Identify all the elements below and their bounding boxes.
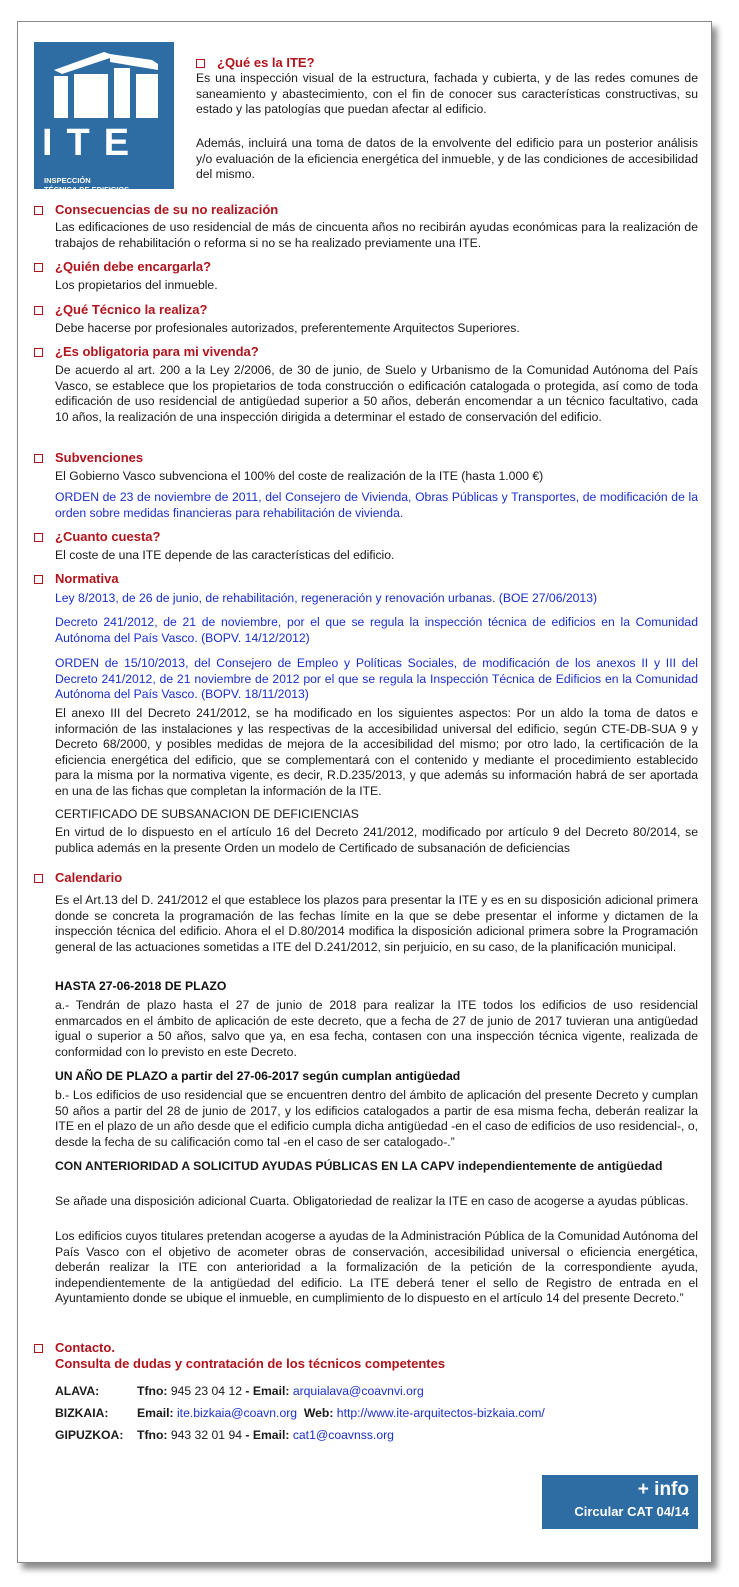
calendario-heading-2018: HASTA 27-06-2018 DE PLAZO [55, 979, 227, 993]
normativa-certificado: CERTIFICADO DE SUBSANACION DE DEFICIENCIAS [55, 807, 359, 821]
more-info-button[interactable] [542, 1475, 698, 1529]
checkbox-icon [34, 533, 43, 542]
building-roof-icon [34, 42, 174, 132]
contact-row-gipuzkoa: GIPUZKOA: Tfno: 943 32 01 94 - Email: cat1@coavnss.org [55, 1428, 394, 1442]
calendario-heading-ayudas: CON ANTERIORIDAD A SOLICITUD AYUDAS PÚBLICAS EN LA CAPV independientemente de antigüedad [55, 1159, 663, 1173]
heading-contacto: Contacto. [55, 1340, 115, 1356]
cuanto-p1: El coste de una ITE depende de las características del edificio. [55, 548, 395, 562]
checkbox-icon [34, 348, 43, 357]
checkbox-icon [34, 263, 43, 272]
logo-caption: INSPECCIÓN TÉCNICA DE EDIFICIOS [44, 176, 130, 194]
web-link-bizkaia[interactable]: http://www.ite-arquitectos-bizkaia.com/ [336, 1406, 545, 1420]
document-sheet [17, 21, 712, 1563]
email-link-gipuzkoa[interactable]: cat1@coavnss.org [292, 1428, 394, 1442]
subvenciones-orden-link[interactable]: ORDEN de 23 de noviembre de 2011, del Consejero de Vivienda, Obras Públicas y Transportes, de modificación de la orden sobre medidas financieras para rehabilitación de vivienda. [55, 490, 698, 520]
more-info-label: + info [637, 1479, 689, 1500]
contact-row-bizkaia: BIZKAIA: Email: ite.bizkaia@coavn.org Web: http://www.ite-arquitectos-bizkaia.com/ [55, 1406, 545, 1420]
calendario-p1: Es el Art.13 del D. 241/2012 el que establece los plazos para presentar la ITE y es en su disposición adicional primera donde se concreta la programación de las fechas límite en la que se debe presentar el informe y dictamen de la inspección técnica del edificio. Ahora el el D.80/2014 modifica la disposición adicional primera sobre la Programación general de las actuaciones sometidas a ITE del D.241/2012, sin perjuicio, en su caso, de la planificación municipal. [55, 893, 698, 954]
heading-tecnico: ¿Qué Técnico la realiza? [55, 302, 207, 318]
normativa-decreto-link[interactable]: Decreto 241/2012, de 21 de noviembre, por el que se regula la inspección técnica de edificios en la Comunidad Autónoma del País Vasco. (BOPV. 14/12/2012) [55, 615, 698, 645]
checkbox-icon [34, 1344, 43, 1353]
logo-letters: ITE [42, 122, 144, 164]
tecnico-p1: Debe hacerse por profesionales autorizados, preferentemente Arquitectos Superiores. [55, 321, 520, 335]
calendario-p2: a.- Tendrán de plazo hasta el 27 de junio de 2018 para realizar la ITE todos los edificios de uso residencial enmarcados en el ámbito de aplicación de este decreto, que a fecha de 27 de junio de 2017 tuvieran una antigüedad igual o superior a 50 años, salvo que ya, en esa fecha, contasen con una inspección técnica vigente, realizada de conformidad con lo previsto en este Decreto. [55, 998, 698, 1059]
heading-obligatoria: ¿Es obligatoria para mi vivenda? [55, 344, 259, 360]
normativa-orden-link[interactable]: ORDEN de 15/10/2013, del Consejero de Empleo y Políticas Sociales, de modificación de los anexos II y III del Decreto 241/2012, de 21 noviembre de 2012 por el que se regula la Inspección Técnica de Edificios en la Comunidad Autónoma del País Vasco. (BOPV. 18/11/2013) [55, 656, 698, 701]
checkbox-icon [34, 206, 43, 215]
subvenciones-p1: El Gobierno Vasco subvenciona el 100% del coste de realización de la ITE (hasta 1.000 €) [55, 469, 544, 483]
checkbox-icon [34, 454, 43, 463]
calendario-heading-plazo: UN AÑO DE PLAZO a partir del 27-06-2017 según cumplan antigüedad [55, 1069, 461, 1083]
heading-que-es: ¿Qué es la ITE? [217, 55, 315, 71]
checkbox-icon [34, 874, 43, 883]
heading-quien: ¿Quién debe encargarla? [55, 259, 211, 275]
normativa-p3: En virtud de lo dispuesto en el artículo 16 del Decreto 241/2012, modificado por artículo 9 del Decreto 80/2014, se publica además en la presente Orden un modelo de Certificado de subsanación de deficiencias [55, 825, 698, 855]
heading-calendario: Calendario [55, 870, 122, 886]
circular-label: Circular CAT 04/14 [574, 1504, 689, 1519]
contacto-subtitle: Consulta de dudas y contratación de los técnicos competentes [55, 1356, 446, 1371]
ite-logo [34, 42, 174, 194]
checkbox-icon [196, 59, 205, 68]
checkbox-icon [34, 306, 43, 315]
email-link-alava[interactable]: arquialava@coavnvi.org [292, 1384, 424, 1398]
que-es-p1: Es una inspección visual de la estructura, fachada y cubierta, y de las redes comunes de saneamiento y abastecimiento, con el fin de conocer sus características constructivas, su estado y las patologías que puedan afectar al edificio. [196, 71, 698, 116]
calendario-p5: Los edificios cuyos titulares pretendan acogerse a ayudas de la Administración Pública de la Comunidad Autónoma del País Vasco con el objetivo de acometer obras de conservación, accesibilidad universal o eficiencia energética, deberán realizar la ITE con anterioridad a la formalización de la petición de la correspondiente ayuda, independientemente de la antigüedad del edificio. La ITE deberá tener el sello de Registro de entrada en el Ayuntamiento donde se ubique el inmueble, en cumplimiento de lo dispuesto en el artículo 14 del presente Decreto.” [55, 1229, 698, 1305]
consecuencias-p1: Las edificaciones de uso residencial de más de cincuenta años no recibirán ayudas económicas para la realización de trabajos de rehabilitación o reforma si no se ha realizado previamente una ITE. [55, 220, 698, 250]
email-link-bizkaia[interactable]: ite.bizkaia@coavn.org [176, 1406, 298, 1420]
que-es-p2: Además, incluirá una toma de datos de la envolvente del edificio para un posterior análisis y/o evaluación de la eficiencia energética del inmueble, y de las condiciones de accesibilidad del mismo. [196, 136, 698, 181]
contact-row-alava: ALAVA: Tfno: 945 23 04 12 - Email: arquialava@coavnvi.org [55, 1384, 424, 1398]
heading-cuanto: ¿Cuanto cuesta? [55, 529, 160, 545]
obligatoria-p1: De acuerdo al art. 200 a la Ley 2/2006, de 30 de junio, de Suelo y Urbanismo de la Comunidad Autónoma del País Vasco, se establece que los propietarios de toda construcción o edificación catalogada o protegida, así como de toda edificación de uso residencial de antigüedad superior a 50 años, deberán encomendar a un técnico facultativo, cada 10 años, la realización de una inspección dirigida a determinar el estado de conservación del edificio. [55, 363, 698, 424]
checkbox-icon [34, 575, 43, 584]
calendario-p4: Se añade una disposición adicional Cuarta. Obligatoriedad de realizar la ITE en caso de acogerse a ayudas públicas. [55, 1194, 689, 1208]
normativa-p1: El anexo III del Decreto 241/2012, se ha modificado en los siguientes aspectos: Por un aldo la toma de datos e información de las instalaciones y las respectivas de la accesibilidad universal del edificio, según CTE-DB-SUA 9 y Decreto 68/2000, y posibles medidas de mejora de la accesibilidad del mismo; por otro lado, la certificación de la eficiencia energética del edificio, que se complementará con el contenido y mediante el procedimiento establecido para la misma por la normativa vigente, es decir, R.D.235/2013, y que además su información habrá de ser aportada en una de las fichas que completan la información de la ITE. [55, 706, 698, 798]
heading-normativa: Normativa [55, 571, 119, 587]
normativa-ley-link[interactable]: Ley 8/2013, de 26 de junio, de rehabilitación, regeneración y renovación urbanas. (BOE 27/06/2013) [55, 591, 598, 605]
calendario-p3: b.- Los edificios de uso residencial que se encuentren dentro del ámbito de aplicación del presente Decreto y cumplan 50 años a partir del 28 de junio de 2017, y los edificios catalogados a partir de esa misma fecha, deberán realizar la ITE en el plazo de un año desde que el edificio cumpla dicha antigüedad -en el caso de edificios de uso residencial-, o, desde la fecha de su calificación como tal -en el caso de ser catalogado-.” [55, 1088, 698, 1149]
heading-subvenciones: Subvenciones [55, 450, 143, 466]
quien-p1: Los propietarios del inmueble. [55, 278, 218, 292]
heading-consecuencias: Consecuencias de su no realización [55, 202, 278, 218]
